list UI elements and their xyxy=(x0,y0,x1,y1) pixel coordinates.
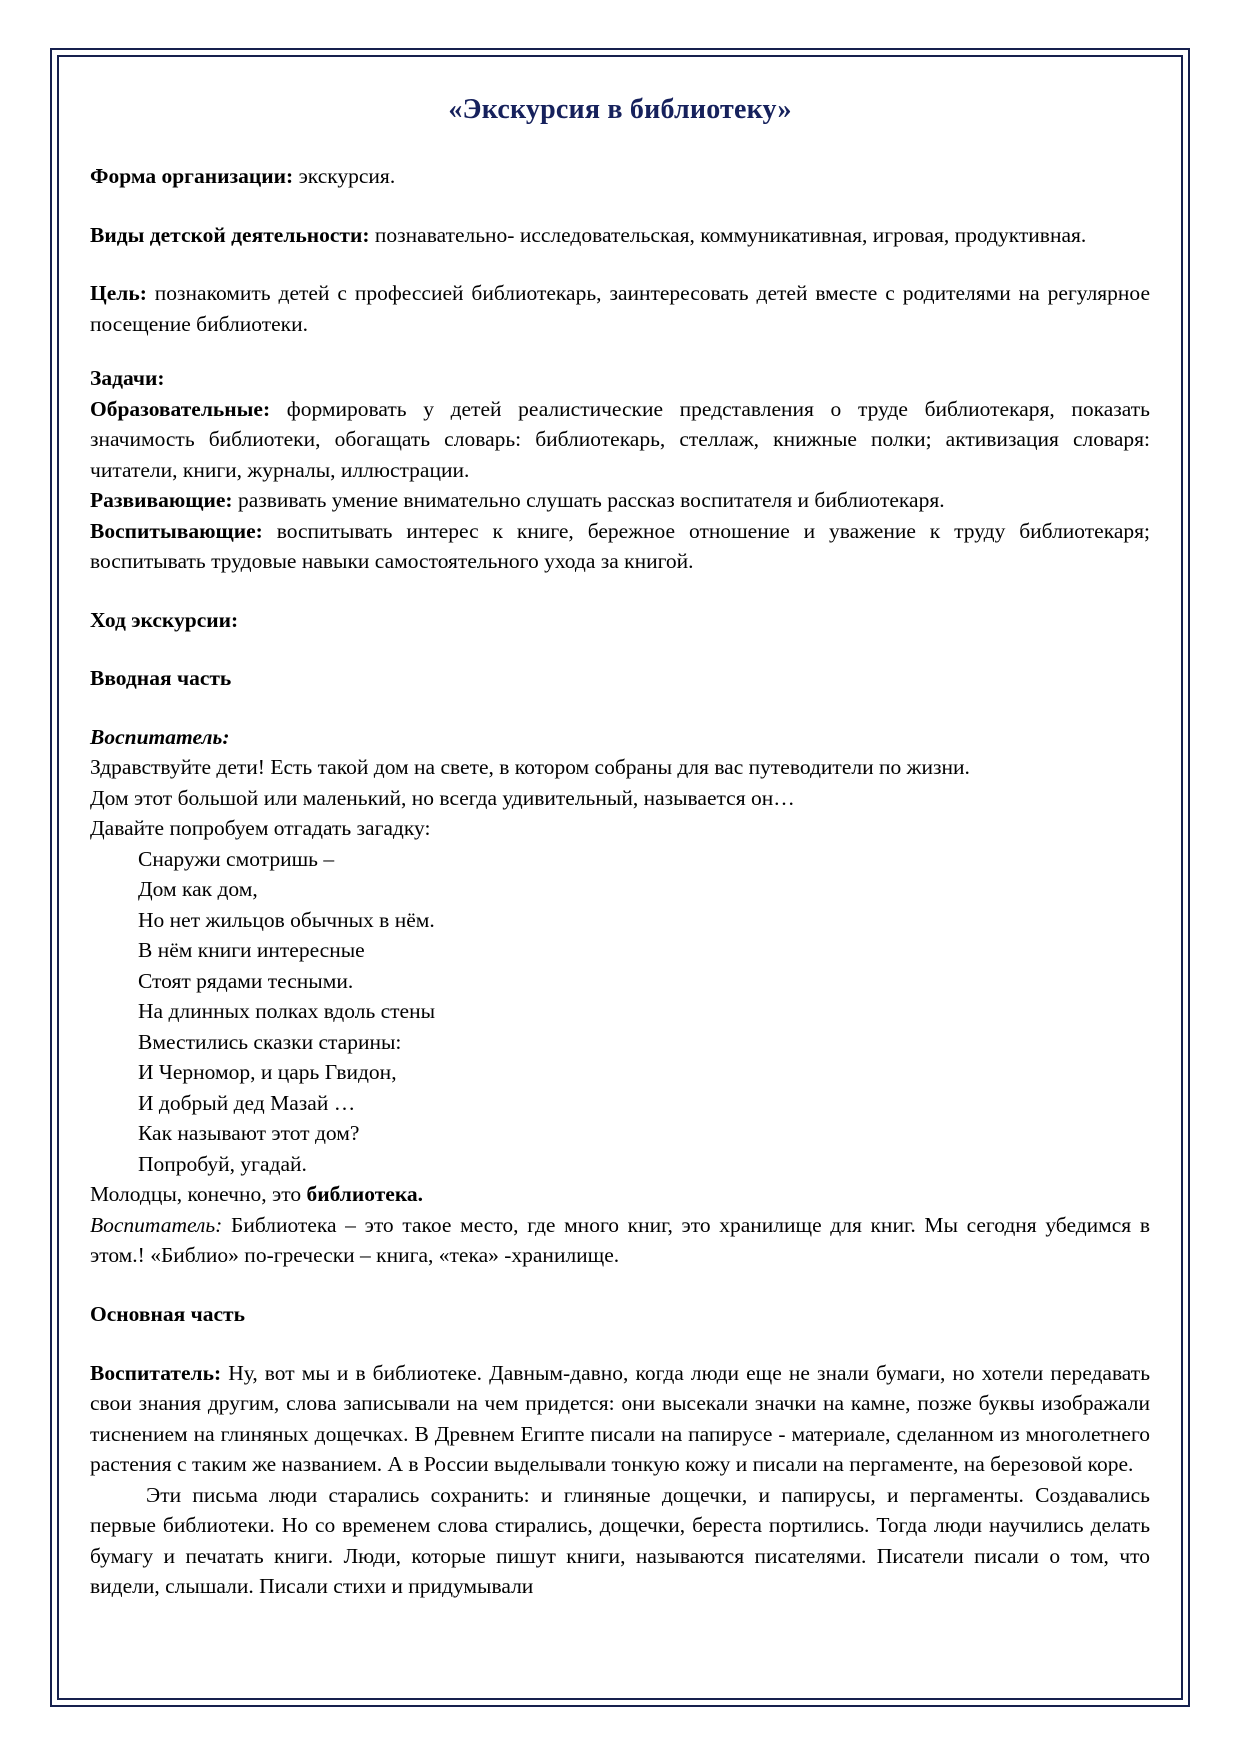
riddle-line: Дом как дом, xyxy=(138,877,258,902)
paragraph-main-one xyxy=(90,1358,1150,1480)
riddle-line: Вместились сказки старины: xyxy=(138,1029,402,1054)
value-main-one: Ну, вот мы и в библиотеке. Давным-давно, когда люди еще не знали бумаги, но хотели передавать свои знания другим, слова записывали на чем придется: они высекали значки на камне, позже буквы изображали тиснением на глиняных дощечках. В Древнем Египте писали на папирусе - материале, сделанном из многолетнего растения с таким же названием. А в России выделывали тонкую кожу и писали на пергаменте, на березовой коре. xyxy=(90,1360,1150,1477)
intro-line: Дом этот большой или маленький, но всегда удивительный, называется он… xyxy=(90,785,795,810)
value-upbringing-tasks: воспитывать интерес к книге, бережное отношение и уважение к труду библиотекаря; воспитывать трудовые навыки самостоятельного ухода за книгой. xyxy=(90,518,1150,574)
heading-tasks: Задачи: xyxy=(90,366,165,391)
label-activity-types: Виды детской деятельности: xyxy=(90,222,370,247)
heading-introductory-part: Вводная часть xyxy=(90,666,232,691)
value-educational-tasks: формировать у детей реалистические представления о труде библиотекаря, показать значимость библиотеки, обогащать словарь: библиотекарь, стеллаж, книжные полки; активизация словаря: читатели, книги, журналы, иллюстрации. xyxy=(90,396,1150,482)
spacer xyxy=(90,1330,1150,1358)
label-upbringing-tasks: Воспитывающие: xyxy=(90,518,263,543)
spacer xyxy=(90,1271,1150,1299)
label-form-of-organization: Форма организации: xyxy=(90,164,294,188)
riddle-line: Как называют этот дом? xyxy=(138,1121,360,1146)
riddle-line: В нём книги интересные xyxy=(138,938,365,963)
document-content xyxy=(90,92,1150,1602)
heading-main-part: Основная часть xyxy=(90,1301,245,1326)
spacer xyxy=(90,694,1150,722)
riddle-answer-word: библиотека. xyxy=(306,1182,424,1207)
riddle-line: Снаружи смотришь – xyxy=(138,846,335,871)
spacer xyxy=(90,192,1150,220)
teacher-speaker-label: Воспитатель: xyxy=(90,1212,223,1237)
value-activity-types: познавательно- исследовательская, коммуникативная, игровая, продуктивная. xyxy=(369,222,1087,247)
intro-line: Здравствуйте дети! Есть такой дом на свете, в котором собраны для вас путеводители по жизни. xyxy=(90,755,970,780)
page-title: «Экскурсия в библиотеку» xyxy=(448,94,792,125)
label-educational-tasks: Образовательные: xyxy=(90,396,271,421)
riddle-answer-prefix: Молодцы, конечно, это xyxy=(90,1182,307,1207)
riddle-block xyxy=(90,844,1150,1180)
riddle-line: Стоят рядами тесными. xyxy=(138,968,354,993)
label-teacher-intro xyxy=(90,722,1150,753)
value-form-of-organization: экскурсия. xyxy=(293,164,396,188)
spacer xyxy=(90,577,1150,605)
paragraph-teacher-definition xyxy=(90,1210,1150,1271)
paragraph-main-two: Эти письма люди старались сохранить: и глиняные дощечки, и папирусы, и пергаменты. Создавались первые библиотеки. Но со временем слова стирались, дощечки, береста портились. Тогда люди научились делать бумагу и печатать книги. Люди, которые пишут книги, называются писателями. Писатели писали о том, что видели, слышали. Писали стихи и придумывали xyxy=(90,1482,1150,1599)
paragraph-goal xyxy=(90,278,1150,339)
paragraph-educational-tasks xyxy=(90,394,1150,486)
riddle-line: И Черномор, и царь Гвидон, xyxy=(138,1060,397,1085)
spacer xyxy=(90,250,1150,278)
value-developing-tasks: развивать умение внимательно слушать рассказ воспитателя и библиотекаря. xyxy=(232,488,945,513)
riddle-answer-line xyxy=(90,1179,1150,1210)
value-goal: познакомить детей с профессией библиотекарь, заинтересовать детей вместе с родителями на регулярное посещение библиотеки. xyxy=(90,281,1150,336)
paragraph-form-of-organization xyxy=(90,161,1150,192)
heading-course-of-excursion: Ход экскурсии: xyxy=(90,607,239,632)
label-developing-tasks: Развивающие: xyxy=(90,488,233,513)
spacer xyxy=(90,339,1150,363)
riddle-line: И добрый дед Мазай … xyxy=(138,1090,356,1115)
teacher-speaker-label: Воспитатель: xyxy=(90,724,230,749)
paragraph-activity-types xyxy=(90,220,1150,251)
riddle-line: Попробуй, угадай. xyxy=(138,1151,307,1176)
label-goal: Цель: xyxy=(90,281,147,306)
paragraph-developing-tasks xyxy=(90,485,1150,516)
riddle-line: На длинных полках вдоль стены xyxy=(138,999,436,1024)
spacer xyxy=(90,635,1150,663)
teacher-speaker-label: Воспитатель: xyxy=(90,1360,222,1385)
intro-line: Давайте попробуем отгадать загадку: xyxy=(90,816,431,841)
paragraph-upbringing-tasks xyxy=(90,516,1150,577)
riddle-line: Но нет жильцов обычных в нём. xyxy=(138,907,435,932)
value-teacher-definition: Библиотека – это такое место, где много книг, это хранилище для книг. Мы сегодня убедимся в этом.! «Библио» по-гречески – книга, «тека» -хранилище. xyxy=(90,1212,1150,1268)
